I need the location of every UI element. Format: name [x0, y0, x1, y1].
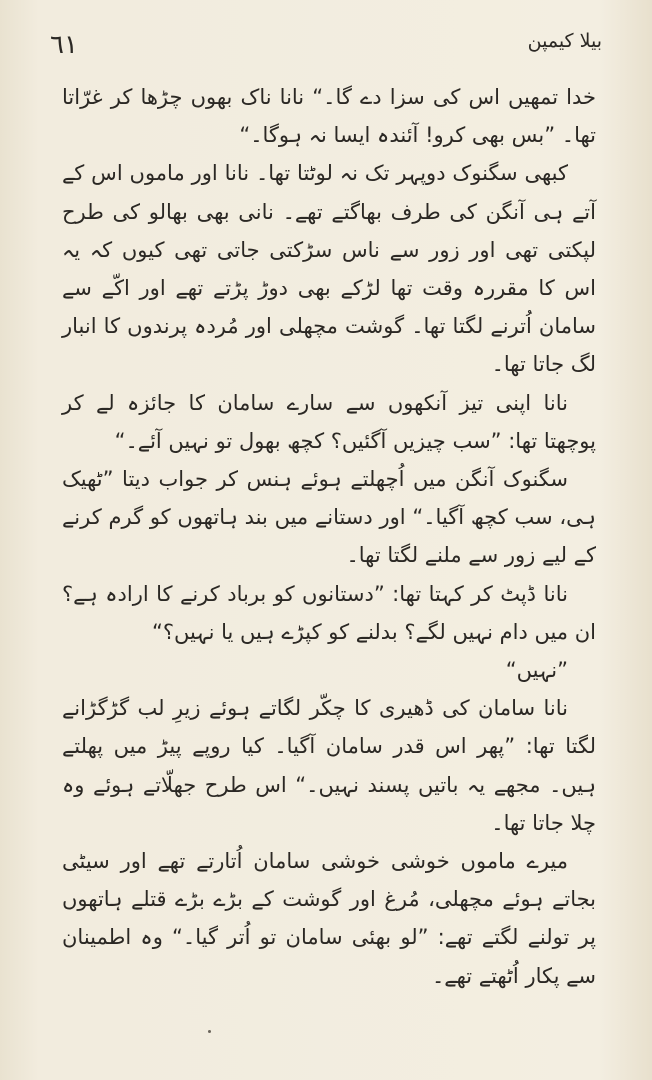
paragraph: نانا اپنی تیز آنکھوں سے سارے سامان کا جائزہ لے کر پوچھتا تھا: ”سب چیزیں آگئیں؟ کچھ بھول تو نہیں آئے۔“	[62, 390, 596, 453]
page-number: ٦١	[50, 30, 78, 60]
ink-speck	[208, 1030, 211, 1033]
running-title: بیلا کیمپن	[527, 30, 602, 52]
paragraph: سگنوک آنگن میں اُچھلتے ہوئے ہنس کر جواب دیتا ”ٹھیک ہی، سب کچھ آگیا۔“ اور دستانے میں بند ہاتھوں کو گرم کرنے کے لیے زور سے ملنے لگتا تھا۔	[62, 467, 596, 568]
paragraph: میرے ماموں خوشی خوشی سامان اُتارتے تھے اور سیٹی بجاتے ہوئے مچھلی، مُرغ اور گوشت کے بڑے بڑے قتلے ہاتھوں پر تولنے لگتے تھے: ”لو بھئی سامان تو اُتر گیا۔“ وہ اطمینان سے پکار اُٹھتے تھے۔	[62, 849, 596, 988]
paragraph: نانا سامان کی ڈھیری کا چکّر لگاتے ہوئے زیرِ لب گڑگڑانے لگتا تھا: ”پھر اس قدر سامان آگیا۔ کیا روپے پیڑ میں پھلتے ہیں۔ مجھے یہ باتیں پسند نہیں۔“ اس طرح جھلّاتے ہوئے وہ چلا جاتا تھا۔	[62, 696, 596, 835]
paragraph: خدا تمھیں اس کی سزا دے گا۔“ نانا ناک بھوں چڑھا کر غرّاتا تھا۔ ”بس بھی کرو! آئندہ ایسا نہ ہوگا۔“	[62, 85, 596, 148]
paragraph: کبھی سگنوک دوپہر تک نہ لوٹتا تھا۔ نانا اور ماموں اس کے آتے ہی آنگن کی طرف بھاگتے تھے۔ نانی بھی بھالو کی طرح لپکتی تھی اور زور سے ناس سڑکتی جاتی تھی کیوں کہ یہ اس کا مقررہ وقت تھا لڑکے بھی دوڑ پڑتے تھے اور اکّے سے سامان اُترنے لگتا تھا۔ گوشت مچھلی اور مُردہ پرندوں کا انبار لگ جاتا تھا۔	[62, 161, 596, 377]
page-header	[42, 30, 606, 70]
body-text	[62, 78, 596, 995]
paragraph: ”نہیں“	[505, 658, 568, 683]
paragraph: نانا ڈپٹ کر کہتا تھا: ”دستانوں کو برباد کرنے کا ارادہ ہے؟ ان میں دام نہیں لگے؟ بدلنے کو کپڑے ہیں یا نہیں؟“	[62, 581, 596, 644]
